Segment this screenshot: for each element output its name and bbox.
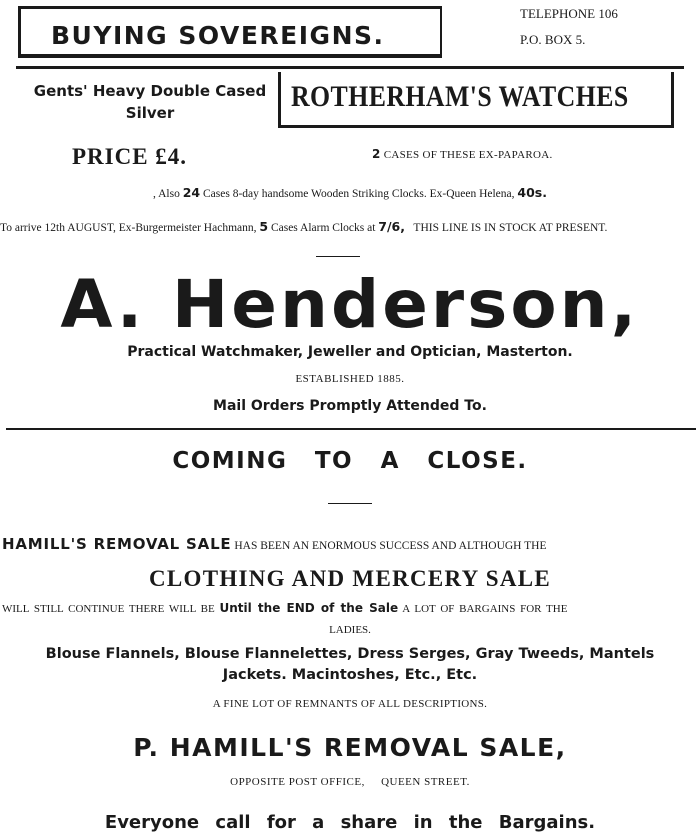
blouse-goods-line: Blouse Flannels, Blouse Flannelettes, Dress Serges, Gray Tweeds, Mantels (45, 646, 655, 662)
removal-sale-line (2, 535, 547, 553)
watch-price: PRICE £4. (72, 144, 188, 169)
henderson-trade: Practical Watchmaker, Jeweller and Optician, Masterton. (127, 344, 573, 360)
also-price: 40s. (517, 185, 547, 200)
also-count: 24 (182, 185, 201, 200)
removal-sale-rest: HAS BEEN AN ENORMOUS SUCCESS AND ALTHOUGH THE (234, 540, 547, 552)
section-divider-rule (6, 428, 696, 430)
arrive-text: To arrive 12th AUGUST, Ex-Burgermeister Hachmann, (0, 222, 257, 234)
cases-count: 2 (372, 147, 381, 161)
arrive-price: 7/6, (378, 219, 405, 234)
gents-watch-line-2: Silver (125, 104, 175, 122)
clothing-mercery-sale: CLOTHING AND MERCERY SALE (148, 566, 552, 591)
buying-sovereigns-headline: BUYING SOVEREIGNS. (51, 21, 385, 50)
also-clocks-line (0, 185, 700, 200)
arrive-suffix: THIS LINE IS IN STOCK AT PRESENT. (413, 222, 608, 234)
cases-text: CASES OF THESE EX-PAPAROA. (383, 149, 553, 161)
removal-sale-bold: HAMILL'S REMOVAL SALE (2, 535, 232, 553)
also-prefix: , Also (152, 188, 180, 200)
arrive-count: 5 (259, 219, 269, 234)
also-text: Cases 8-day handsome Wooden Striking Clocks. Ex-Queen Helena, (202, 188, 515, 200)
henderson-name (0, 266, 700, 343)
will-bold: Until the END of the Sale (219, 601, 399, 615)
coming-to-a-close: COMING TO A CLOSE. (172, 448, 528, 474)
mail-orders-line: Mail Orders Promptly Attended To. (213, 398, 487, 414)
hamill-sale-title: P. HAMILL'S REMOVAL SALE, (133, 733, 567, 762)
telephone-number: TELEPHONE 106 (520, 6, 618, 21)
arrive-mid: Cases Alarm Clocks at (270, 222, 376, 234)
ladies-line: LADIES. (329, 624, 371, 636)
henderson-name-text: A. Henderson, (60, 266, 640, 343)
buying-sovereigns-box (18, 6, 442, 58)
short-divider-1 (316, 256, 360, 257)
will-prefix: WILL STILL CONTINUE THERE WILL BE (2, 603, 215, 615)
remnants-line: A FINE LOT OF REMNANTS OF ALL DESCRIPTIONS. (212, 698, 488, 710)
arrive-line (0, 219, 607, 234)
rotherham-title: ROTHERHAM'S WATCHES (291, 80, 629, 113)
everyone-call-line: Everyone call for a share in the Bargains. (104, 812, 596, 833)
po-box: P.O. BOX 5. (520, 32, 586, 47)
jackets-goods-line: Jackets. Macintoshes, Etc., Etc. (222, 667, 478, 683)
gents-watch-line-1: Gents' Heavy Double Cased (33, 82, 267, 100)
shop-address: OPPOSITE POST OFFICE, QUEEN STREET. (230, 776, 470, 788)
will-continue-line (2, 601, 567, 615)
established-year: ESTABLISHED 1885. (295, 373, 405, 385)
top-divider-rule (16, 66, 684, 69)
rotherham-title-box (278, 72, 674, 128)
cases-line (372, 147, 553, 161)
short-divider-2 (328, 503, 372, 504)
will-suffix: A LOT OF BARGAINS FOR THE (402, 603, 568, 615)
